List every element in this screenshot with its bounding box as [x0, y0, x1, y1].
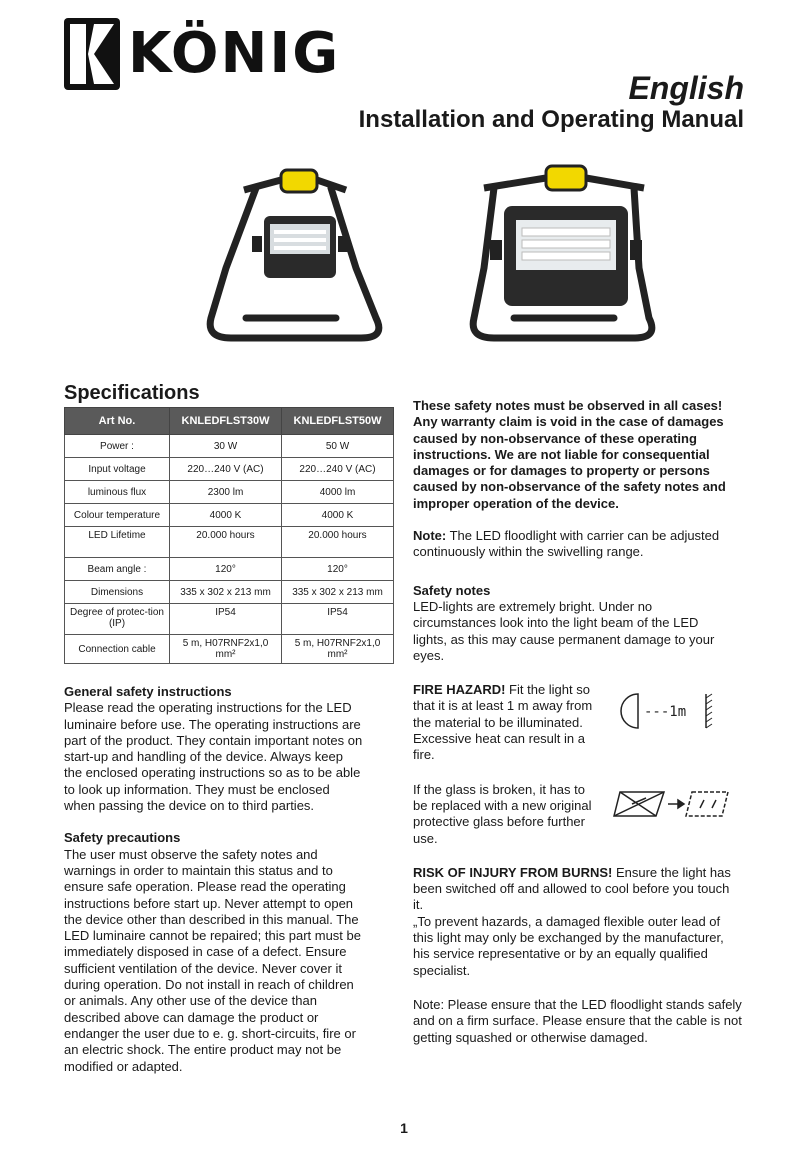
- cell-value: 4000 lm: [282, 481, 394, 504]
- left-column: [64, 684, 364, 1093]
- table-header-row: [65, 408, 394, 435]
- cell-value: 50 W: [282, 435, 394, 458]
- product-photo-30w: [186, 158, 406, 358]
- adjustment-note: [413, 528, 743, 561]
- row-label: Input voltage: [65, 458, 170, 481]
- distance-label: ---1m: [644, 704, 687, 720]
- cell-value: 220…240 V (AC): [282, 458, 394, 481]
- cell-value: 30 W: [170, 435, 282, 458]
- cell-value: 335 x 302 x 213 mm: [170, 581, 282, 604]
- row-label: Dimensions: [65, 581, 170, 604]
- burns-text: Ensure the light has been switched off and allowed to cool before you touch it.: [413, 864, 731, 913]
- fire-hazard-body: Fit the light so that it is at least 1 m away from the material to be illuminated. Excessive heat can result in a fire.: [413, 682, 593, 763]
- safety-precautions-text: The user must observe the safety notes and warnings in order to maintain this status and to ensure safe operation. Please read the operating instructions before start up. Never attempt to open the device other than described in this manual. The LED luminaire cannot be repaired; this part must be immediately disposed in case of a defect. Ensure sufficient ventilation of the device. Never cover it during operation. Do not install in reach of children or animals. Any other use of the device than described above can damage the product or endanger the user due to e. g. short-circuits, fire or an electric shock. The entire product may not be modified or adapted.: [64, 846, 361, 1074]
- specifications-table: [64, 407, 394, 664]
- cell-value: 4000 K: [282, 504, 394, 527]
- burns-label: RISK OF INJURY FROM BURNS!: [413, 864, 613, 880]
- table-row: [65, 635, 394, 664]
- warranty-warning: These safety notes must be observed in all cases! Any warranty claim is void in the case of damages caused by non-observance of these operating instructions. We are not liable for consequential damages or for damages to property or persons caused by non-observance of the safety notes and improper operation of the device.: [413, 398, 726, 511]
- note-text: The LED floodlight with carrier can be adjusted continuously within the swivelling range.: [413, 528, 720, 560]
- row-label: Colour temperature: [65, 504, 170, 527]
- safety-precautions-heading: Safety precautions: [64, 830, 181, 846]
- row-label: Degree of protec-tion (IP): [65, 604, 170, 635]
- cell-value: 2300 lm: [170, 481, 282, 504]
- cell-value: 335 x 302 x 213 mm: [282, 581, 394, 604]
- general-safety-heading: General safety instructions: [64, 684, 232, 699]
- cell-value: 5 m, H07RNF2x1,0 mm²: [170, 635, 282, 664]
- broken-glass-text: If the glass is broken, it has to be replaced with a new original protective glass before further use.: [413, 781, 592, 846]
- cell-value: 20.000 hours: [282, 527, 394, 558]
- cell-value: 220…240 V (AC): [170, 458, 282, 481]
- table-row: [65, 504, 394, 527]
- language-title: English: [628, 70, 744, 106]
- fire-hazard-label: FIRE HAZARD!: [413, 682, 506, 698]
- cable-replacement-text: „To prevent hazards, a damaged flexible outer lead of this light may only be exchanged by the manufacturer, his service representative or by an equally qualified specialist.: [413, 913, 724, 978]
- table-row: [65, 435, 394, 458]
- column-header: KNLEDFLST30W: [170, 408, 282, 435]
- cell-value: IP54: [170, 604, 282, 635]
- general-safety-text: Please read the operating instructions for the LED luminaire before use. The operating instructions are part of the product. They contain important notes on start-up and handling of the device. Always keep the enclosed operating instructions so as to be able to look up information. They must be enclosed when passing the device on to third parties.: [64, 700, 363, 814]
- final-note: Note: Please ensure that the LED floodlight stands safely and on a firm surface. Please ensure that the cable is not getting squashed or otherwise damaged.: [413, 996, 742, 1045]
- glass-replacement-icon: [612, 786, 730, 822]
- distance-warning-icon: [618, 690, 718, 732]
- row-label: luminous flux: [65, 481, 170, 504]
- page-number: 1: [400, 1120, 408, 1136]
- burns-warning: [413, 865, 743, 914]
- row-label: Beam angle :: [65, 558, 170, 581]
- cell-value: 20.000 hours: [170, 527, 282, 558]
- table-row: [65, 527, 394, 558]
- table-row: [65, 558, 394, 581]
- table-row: [65, 458, 394, 481]
- safety-notes-heading: Safety notes: [413, 582, 491, 598]
- column-header: Art No.: [65, 408, 170, 435]
- cell-value: IP54: [282, 604, 394, 635]
- table-row: [65, 604, 394, 635]
- row-label: Connection cable: [65, 635, 170, 664]
- row-label: Power :: [65, 435, 170, 458]
- row-label: LED Lifetime: [65, 527, 170, 558]
- fire-hazard-text: [413, 682, 593, 763]
- product-photo-50w: [454, 158, 674, 358]
- safety-notes-text: LED-lights are extremely bright. Under no circumstances look into the light beam of the LED lights, as this may cause permanent damage to your eyes.: [413, 598, 715, 663]
- table-row: [65, 481, 394, 504]
- cell-value: 5 m, H07RNF2x1,0 mm²: [282, 635, 394, 664]
- note-label: Note:: [413, 528, 447, 544]
- table-row: [65, 581, 394, 604]
- manual-subtitle: Installation and Operating Manual: [358, 106, 744, 133]
- column-header: KNLEDFLST50W: [282, 408, 394, 435]
- cell-value: 120°: [170, 558, 282, 581]
- cell-value: 120°: [282, 558, 394, 581]
- cell-value: 4000 K: [170, 504, 282, 527]
- brand-name: KÖNIG: [128, 21, 341, 86]
- specifications-heading: Specifications: [64, 382, 200, 404]
